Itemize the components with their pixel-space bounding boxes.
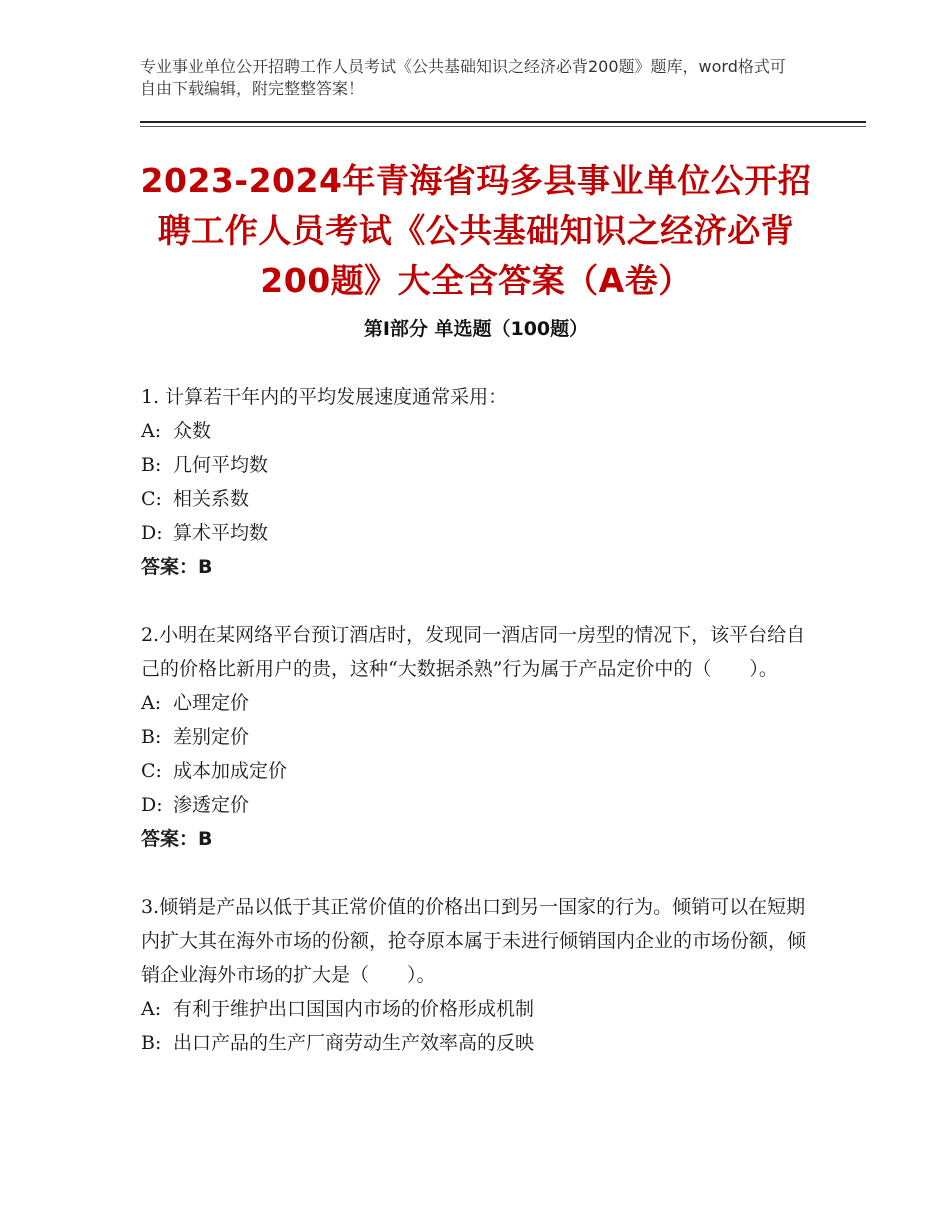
option-text: 众数 — [173, 420, 212, 442]
question-stem: 2.小明在某网络平台预订酒店时，发现同一酒店同一房型的情况下，该平台给自己的价格比新用户的贵，这种“大数据杀熟”行为属于产品定价中的（ ）。 — [141, 624, 806, 680]
option-letter: B: — [141, 1032, 162, 1054]
header-divider-thick — [140, 121, 866, 123]
option-letter: D: — [141, 522, 163, 544]
option-text: 算术平均数 — [173, 522, 269, 544]
option-a — [141, 992, 806, 1026]
header-divider-thin — [140, 126, 866, 127]
answer-line: 答案：B — [141, 556, 213, 578]
header-note: 专业事业单位公开招聘工作人员考试《公共基础知识之经济必背200题》题库，word格式可自由下载编辑，附完整整答案！ — [140, 57, 786, 98]
option-letter: D: — [141, 794, 163, 816]
option-b — [141, 1026, 806, 1060]
question-list — [141, 380, 806, 1094]
option-b — [141, 720, 806, 754]
option-letter: A: — [141, 692, 162, 714]
question-stem: 1. 计算若干年内的平均发展速度通常采用： — [141, 386, 508, 408]
option-d — [141, 516, 806, 550]
option-text: 差别定价 — [173, 726, 250, 748]
answer-line: 答案：B — [141, 828, 213, 850]
option-letter: B: — [141, 726, 162, 748]
option-text: 心理定价 — [173, 692, 250, 714]
question-1 — [141, 380, 806, 584]
document-title: 2023-2024年青海省玛多县事业单位公开招聘工作人员考试《公共基础知识之经济必背200题》大全含答案（A卷） — [140, 161, 812, 300]
option-letter: A: — [141, 998, 162, 1020]
option-letter: B: — [141, 454, 162, 476]
option-c — [141, 754, 806, 788]
section-title: 第Ⅰ部分 单选题（100题） — [363, 318, 589, 340]
option-text: 几何平均数 — [173, 454, 269, 476]
option-text: 出口产品的生产厂商劳动生产效率高的反映 — [173, 1032, 535, 1054]
option-b — [141, 448, 806, 482]
option-letter: C: — [141, 488, 162, 510]
option-letter: A: — [141, 420, 162, 442]
question-stem: 3.倾销是产品以低于其正常价值的价格出口到另一国家的行为。倾销可以在短期内扩大其在海外市场的份额，抢夺原本属于未进行倾销国内企业的市场份额，倾销企业海外市场的扩大是（ ）。 — [141, 896, 807, 986]
option-c — [141, 482, 806, 516]
option-letter: C: — [141, 760, 162, 782]
option-text: 相关系数 — [173, 488, 250, 510]
question-3 — [141, 890, 806, 1060]
question-2 — [141, 618, 806, 856]
option-text: 渗透定价 — [173, 794, 250, 816]
option-text: 成本加成定价 — [173, 760, 288, 782]
option-a — [141, 686, 806, 720]
option-d — [141, 788, 806, 822]
option-text: 有利于维护出口国国内市场的价格形成机制 — [173, 998, 535, 1020]
option-a — [141, 414, 806, 448]
